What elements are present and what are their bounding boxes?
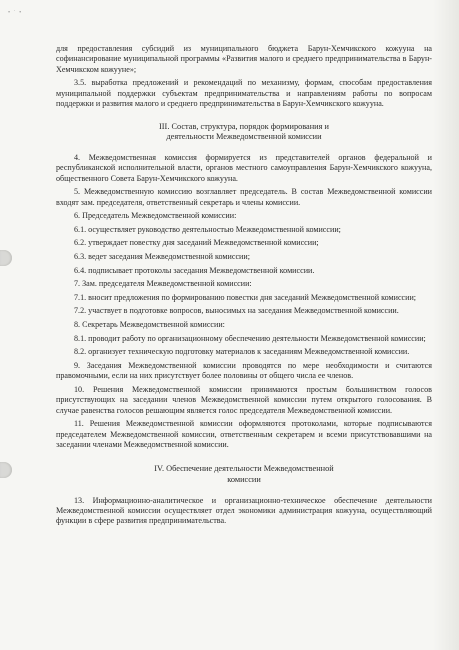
paragraph-6-1: 6.1. осуществляет руководство деятельностью Межведомственной комиссии; bbox=[74, 224, 341, 234]
punch-hole-bottom bbox=[0, 462, 12, 478]
paragraph-11: 11. Решения Межведомственной комиссии оформляются протоколами, которые подписываются председателем Межведомственной комиссии, ответственным секретарем и всеми присутствовавшими на заседании членами Межведомственной комиссии. bbox=[56, 419, 432, 449]
section-4-heading-line1: IV. Обеспечение деятельности Межведомственной bbox=[154, 464, 334, 474]
section-4-heading bbox=[56, 464, 432, 485]
paragraph-3-5: 3.5. выработка предложений и рекомендаций по механизму, формам, способам предоставления муниципальной поддержки субъектам предпринимательства и направлениям работы по вопросам поддержки и развития малого и среднего предпринимательства в Барун-Хемчикского кожууна. bbox=[56, 78, 432, 109]
punch-hole-top bbox=[0, 250, 12, 266]
paragraph-6-3: 6.3. ведет заседания Межведомственной комиссии; bbox=[74, 252, 250, 261]
paragraph-8-1: 8.1. проводит работу по организационному обеспечению деятельности Межведомственной комиссии; bbox=[74, 333, 426, 343]
corner-marks: • ˙ • bbox=[8, 10, 23, 16]
document-body bbox=[56, 44, 432, 530]
paragraph-4: 4. Межведомственная комиссия формируется из представителей органов федеральной и республиканской исполнительной власти, органов местного самоуправления Барун-Хемчикского кожууна, общественного Совета Барун-Хемчикского кожууна. bbox=[56, 152, 432, 183]
section-3-heading bbox=[56, 122, 432, 143]
section-4-heading-line2: комиссии bbox=[227, 474, 261, 484]
paragraph-6-2: 6.2. утверждает повестку дня заседаний Межведомственной комиссии; bbox=[74, 238, 319, 248]
section-3-heading-line2: деятельности Межведомственной комиссии bbox=[166, 132, 322, 142]
paragraph-7: 7. Зам. председателя Межведомственной комиссии: bbox=[74, 279, 252, 289]
page-edge-shadow bbox=[433, 0, 459, 650]
paragraph-7-1: 7.1. вносит предложения по формированию повестки дня заседаний Межведомственной комиссии; bbox=[74, 292, 417, 302]
paragraph-8-2: 8.2. организует техническую подготовку материалов к заседаниям Межведомственной комиссии. bbox=[74, 347, 410, 357]
paragraph-9: 9. Заседания Межведомственной комиссии проводятся по мере необходимости и считаются правомочными, если на них присутствует более половины от общего числа ее членов. bbox=[56, 360, 432, 381]
paragraph-13: 13. Информационно-аналитическое и организационно-техническое обеспечение деятельности Межведомственной комиссии осуществляет отдел экономики администрация кожууна, осуществляющий функции в сфере развития предпринимательства. bbox=[56, 495, 432, 526]
paragraph-6: 6. Председатель Межведомственной комиссии: bbox=[74, 211, 237, 221]
paragraph-8: 8. Секретарь Межведомственной комиссии: bbox=[74, 319, 225, 329]
section-3-heading-line1: III. Состав, структура, порядок формирования и bbox=[159, 121, 329, 131]
paragraph-6-4: 6.4. подписывает протоколы заседания Межведомственной комиссии. bbox=[74, 265, 315, 275]
paragraph-5: 5. Межведомственную комиссию возглавляет председатель. В состав Межведомственной комиссии входят зам. председателя, ответственный секретарь и члены комиссии. bbox=[56, 187, 432, 207]
paragraph-7-2: 7.2. участвует в подготовке вопросов, выносимых на заседания Межведомственной комиссии. bbox=[74, 306, 399, 316]
paragraph-subsidies: для предоставления субсидий из муниципального бюджета Барун-Хемчикского кожууна на софинансирование муниципальной программы «Развития малого и среднего предпринимательства в Барун-Хемчикском кожууне»; bbox=[56, 44, 432, 74]
paragraph-10: 10. Решения Межведомственной комиссии принимаются простым большинством голосов присутствующих на заседании членов Межведомственной комиссии путем открытого голосования. В случае равенства голосов решающим является голос председателя Межведомственной комиссии. bbox=[56, 384, 432, 415]
